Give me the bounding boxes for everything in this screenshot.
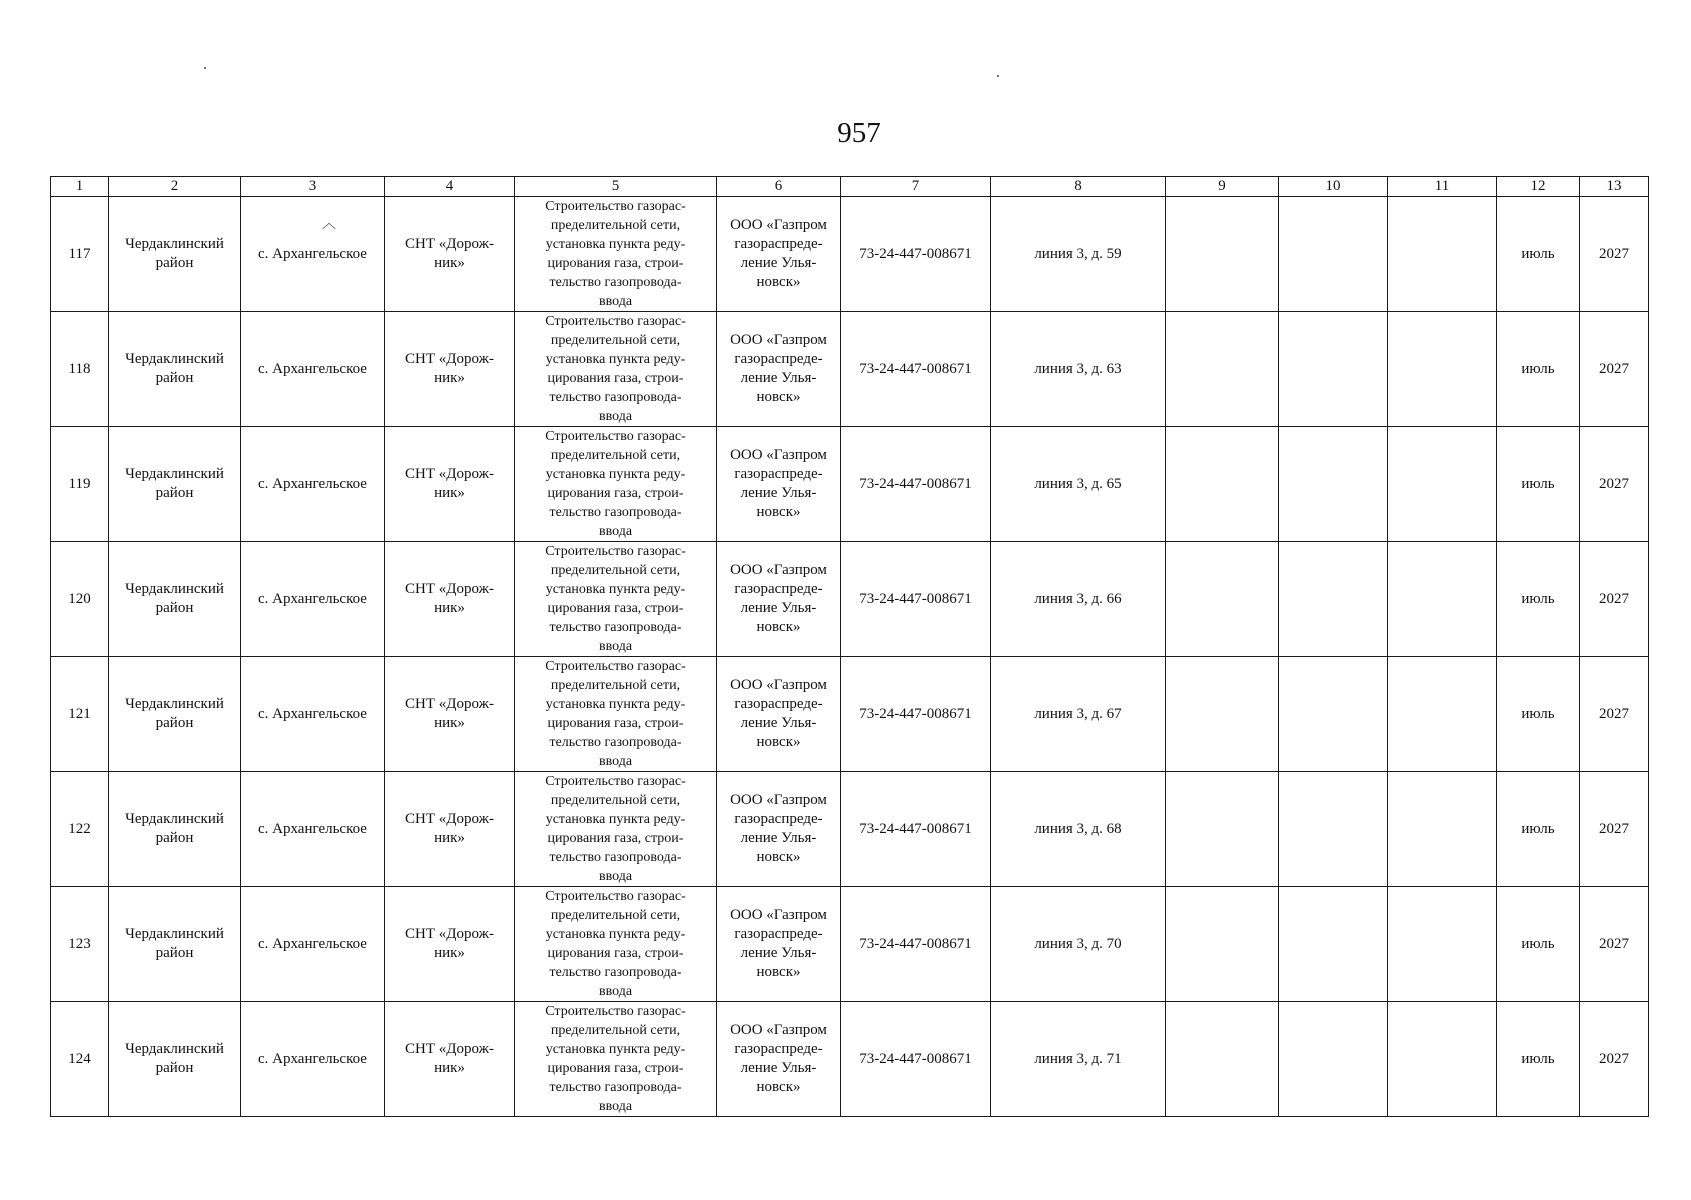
table-row: [51, 657, 1649, 772]
column-11-cell: [1388, 312, 1497, 427]
work-description-cell-line: Строительство газорас-: [545, 889, 686, 904]
table-row: [51, 427, 1649, 542]
organization-cell-line: газораспреде-: [734, 926, 823, 942]
work-description-cell-line: цирования газа, строи-: [547, 256, 684, 271]
table-row: [51, 312, 1649, 427]
year-cell: 2027: [1580, 312, 1649, 427]
snt-cell: [385, 772, 515, 887]
work-description-cell-line: ввода: [598, 524, 633, 539]
snt-cell-line: ник»: [434, 830, 465, 846]
column-11-cell: [1388, 1002, 1497, 1117]
work-description-cell: [515, 312, 717, 427]
organization-cell-line: ление Улья-: [740, 715, 817, 731]
work-description-cell-line: пределительной сети,: [550, 333, 681, 348]
snt-cell-line: СНТ «Дорож-: [405, 581, 494, 597]
organization-cell-line: ООО «Газпром: [730, 1022, 827, 1038]
snt-cell-line: СНТ «Дорож-: [405, 1041, 494, 1057]
cadastral-code-cell: 73-24-447-008671: [841, 657, 991, 772]
district-cell-line: район: [155, 1060, 194, 1076]
cadastral-code-cell: 73-24-447-008671: [841, 197, 991, 312]
month-cell: июль: [1497, 427, 1580, 542]
district-cell-line: Чердаклинский: [125, 581, 224, 597]
work-description-cell-line: установка пункта реду-: [545, 697, 686, 712]
row-number-cell: 121: [51, 657, 109, 772]
organization-cell: [717, 197, 841, 312]
column-header-8: 8: [991, 177, 1166, 197]
column-10-cell: [1279, 1002, 1388, 1117]
organization-cell-line: ление Улья-: [740, 945, 817, 961]
work-description-cell-line: ввода: [598, 1099, 633, 1114]
organization-cell-line: ООО «Газпром: [730, 907, 827, 923]
column-11-cell: [1388, 427, 1497, 542]
organization-cell: [717, 312, 841, 427]
work-description-cell-line: тельство газопровода-: [549, 1080, 682, 1095]
snt-cell-line: ник»: [434, 1060, 465, 1076]
district-cell: [109, 197, 241, 312]
work-description-cell-line: тельство газопровода-: [549, 505, 682, 520]
snt-cell: [385, 657, 515, 772]
organization-cell-line: ление Улья-: [740, 600, 817, 616]
work-description-cell-line: пределительной сети,: [550, 563, 681, 578]
month-cell: июль: [1497, 542, 1580, 657]
work-description-cell-line: Строительство газорас-: [545, 774, 686, 789]
column-10-cell: [1279, 312, 1388, 427]
district-cell: [109, 427, 241, 542]
address-cell: линия 3, д. 67: [991, 657, 1166, 772]
work-description-cell-line: тельство газопровода-: [549, 390, 682, 405]
work-description-cell-line: пределительной сети,: [550, 1023, 681, 1038]
address-cell: линия 3, д. 63: [991, 312, 1166, 427]
column-11-cell: [1388, 772, 1497, 887]
work-description-cell: [515, 197, 717, 312]
column-11-cell: [1388, 542, 1497, 657]
year-cell: 2027: [1580, 772, 1649, 887]
district-cell: [109, 772, 241, 887]
snt-cell-line: ник»: [434, 485, 465, 501]
organization-cell-line: ООО «Газпром: [730, 562, 827, 578]
work-description-cell: [515, 772, 717, 887]
month-cell: июль: [1497, 887, 1580, 1002]
organization-cell-line: новск»: [756, 734, 801, 750]
organization-cell: [717, 772, 841, 887]
organization-cell-line: ление Улья-: [740, 485, 817, 501]
column-9-cell: [1166, 197, 1279, 312]
snt-cell-line: СНТ «Дорож-: [405, 236, 494, 252]
year-cell: 2027: [1580, 427, 1649, 542]
work-description-cell-line: ввода: [598, 409, 633, 424]
column-9-cell: [1166, 657, 1279, 772]
organization-cell-line: новск»: [756, 389, 801, 405]
work-description-cell-line: установка пункта реду-: [545, 1042, 686, 1057]
organization-cell-line: новск»: [756, 964, 801, 980]
district-cell-line: Чердаклинский: [125, 351, 224, 367]
district-cell-line: район: [155, 715, 194, 731]
snt-cell-line: СНТ «Дорож-: [405, 466, 494, 482]
row-number-cell: 120: [51, 542, 109, 657]
month-cell: июль: [1497, 772, 1580, 887]
snt-cell: [385, 887, 515, 1002]
district-cell: [109, 657, 241, 772]
address-cell: линия 3, д. 65: [991, 427, 1166, 542]
column-10-cell: [1279, 427, 1388, 542]
address-cell: линия 3, д. 66: [991, 542, 1166, 657]
row-number-cell: 118: [51, 312, 109, 427]
cadastral-code-cell: 73-24-447-008671: [841, 887, 991, 1002]
district-cell-line: Чердаклинский: [125, 811, 224, 827]
work-description-cell-line: ввода: [598, 984, 633, 999]
column-header-3: 3: [241, 177, 385, 197]
snt-cell: [385, 427, 515, 542]
organization-cell-line: газораспреде-: [734, 351, 823, 367]
cadastral-code-cell: 73-24-447-008671: [841, 427, 991, 542]
district-cell: [109, 542, 241, 657]
work-description-cell-line: пределительной сети,: [550, 218, 681, 233]
column-header-2: 2: [109, 177, 241, 197]
table-row: [51, 542, 1649, 657]
organization-cell: [717, 887, 841, 1002]
table-row: [51, 887, 1649, 1002]
work-description-cell-line: Строительство газорас-: [545, 314, 686, 329]
month-cell: июль: [1497, 1002, 1580, 1117]
address-cell: линия 3, д. 59: [991, 197, 1166, 312]
column-header-7: 7: [841, 177, 991, 197]
organization-cell-line: газораспреде-: [734, 696, 823, 712]
table-row: [51, 197, 1649, 312]
district-cell-line: Чердаклинский: [125, 696, 224, 712]
organization-cell-line: ООО «Газпром: [730, 677, 827, 693]
row-number-cell: 122: [51, 772, 109, 887]
work-description-cell-line: цирования газа, строи-: [547, 831, 684, 846]
register-table: [50, 176, 1649, 1117]
table-row: [51, 1002, 1649, 1117]
column-header-5: 5: [515, 177, 717, 197]
month-cell: июль: [1497, 197, 1580, 312]
snt-cell-line: ник»: [434, 255, 465, 271]
work-description-cell-line: цирования газа, строи-: [547, 486, 684, 501]
organization-cell-line: новск»: [756, 504, 801, 520]
district-cell-line: Чердаклинский: [125, 236, 224, 252]
work-description-cell-line: Строительство газорас-: [545, 659, 686, 674]
organization-cell-line: ление Улья-: [740, 370, 817, 386]
organization-cell-line: газораспреде-: [734, 581, 823, 597]
district-cell: [109, 887, 241, 1002]
work-description-cell: [515, 542, 717, 657]
column-11-cell: [1388, 887, 1497, 1002]
snt-cell-line: СНТ «Дорож-: [405, 926, 494, 942]
work-description-cell-line: цирования газа, строи-: [547, 716, 684, 731]
cadastral-code-cell: 73-24-447-008671: [841, 1002, 991, 1117]
column-9-cell: [1166, 772, 1279, 887]
snt-cell-line: ник»: [434, 945, 465, 961]
year-cell: 2027: [1580, 197, 1649, 312]
column-10-cell: [1279, 197, 1388, 312]
organization-cell-line: газораспреде-: [734, 466, 823, 482]
work-description-cell-line: тельство газопровода-: [549, 275, 682, 290]
row-number-cell: 124: [51, 1002, 109, 1117]
organization-cell-line: ление Улья-: [740, 255, 817, 271]
district-cell-line: Чердаклинский: [125, 926, 224, 942]
district-cell-line: район: [155, 485, 194, 501]
organization-cell-line: газораспреде-: [734, 1041, 823, 1057]
snt-cell-line: ник»: [434, 715, 465, 731]
work-description-cell-line: пределительной сети,: [550, 678, 681, 693]
column-9-cell: [1166, 312, 1279, 427]
work-description-cell: [515, 427, 717, 542]
settlement-cell: с. Архангельское: [241, 1002, 385, 1117]
work-description-cell-line: установка пункта реду-: [545, 237, 686, 252]
organization-cell: [717, 542, 841, 657]
work-description-cell-line: тельство газопровода-: [549, 620, 682, 635]
work-description-cell: [515, 1002, 717, 1117]
organization-cell-line: новск»: [756, 1079, 801, 1095]
work-description-cell-line: ввода: [598, 754, 633, 769]
year-cell: 2027: [1580, 1002, 1649, 1117]
settlement-cell: с. Архангельское: [241, 772, 385, 887]
work-description-cell-line: Строительство газорас-: [545, 1004, 686, 1019]
column-10-cell: [1279, 887, 1388, 1002]
work-description-cell-line: тельство газопровода-: [549, 735, 682, 750]
address-cell: линия 3, д. 71: [991, 1002, 1166, 1117]
scan-speck-right: [997, 75, 999, 77]
column-9-cell: [1166, 1002, 1279, 1117]
work-description-cell-line: пределительной сети,: [550, 448, 681, 463]
work-description-cell-line: пределительной сети,: [550, 908, 681, 923]
column-11-cell: [1388, 197, 1497, 312]
work-description-cell-line: Строительство газорас-: [545, 429, 686, 444]
column-10-cell: [1279, 542, 1388, 657]
row-number-cell: 117: [51, 197, 109, 312]
snt-cell: [385, 312, 515, 427]
settlement-cell: с. Архангельское: [241, 657, 385, 772]
organization-cell-line: ление Улья-: [740, 1060, 817, 1076]
column-11-cell: [1388, 657, 1497, 772]
settlement-cell: с. Архангельское: [241, 197, 385, 312]
organization-cell-line: новск»: [756, 274, 801, 290]
work-description-cell: [515, 657, 717, 772]
cadastral-code-cell: 73-24-447-008671: [841, 312, 991, 427]
handwritten-caret-mark: ︿: [322, 217, 336, 232]
column-9-cell: [1166, 887, 1279, 1002]
work-description-cell-line: пределительной сети,: [550, 793, 681, 808]
district-cell-line: район: [155, 830, 194, 846]
column-header-11: 11: [1388, 177, 1497, 197]
row-number-cell: 119: [51, 427, 109, 542]
snt-cell: [385, 1002, 515, 1117]
organization-cell-line: газораспреде-: [734, 811, 823, 827]
organization-cell-line: ООО «Газпром: [730, 447, 827, 463]
address-cell: линия 3, д. 68: [991, 772, 1166, 887]
work-description-cell-line: Строительство газорас-: [545, 199, 686, 214]
organization-cell-line: газораспреде-: [734, 236, 823, 252]
row-number-cell: 123: [51, 887, 109, 1002]
organization-cell-line: новск»: [756, 619, 801, 635]
snt-cell-line: СНТ «Дорож-: [405, 811, 494, 827]
work-description-cell-line: тельство газопровода-: [549, 965, 682, 980]
snt-cell: [385, 197, 515, 312]
column-9-cell: [1166, 427, 1279, 542]
district-cell-line: район: [155, 600, 194, 616]
table-row: [51, 772, 1649, 887]
work-description-cell-line: установка пункта реду-: [545, 927, 686, 942]
snt-cell-line: СНТ «Дорож-: [405, 351, 494, 367]
work-description-cell-line: ввода: [598, 869, 633, 884]
header-row: [51, 177, 1649, 197]
district-cell-line: район: [155, 370, 194, 386]
work-description-cell-line: тельство газопровода-: [549, 850, 682, 865]
year-cell: 2027: [1580, 887, 1649, 1002]
column-header-10: 10: [1279, 177, 1388, 197]
cadastral-code-cell: 73-24-447-008671: [841, 772, 991, 887]
scan-speck-left: [204, 67, 206, 69]
column-10-cell: [1279, 772, 1388, 887]
organization-cell: [717, 657, 841, 772]
column-header-1: 1: [51, 177, 109, 197]
settlement-cell: с. Архангельское: [241, 887, 385, 1002]
organization-cell-line: ООО «Газпром: [730, 217, 827, 233]
work-description-cell-line: Строительство газорас-: [545, 544, 686, 559]
settlement-cell: с. Архангельское: [241, 312, 385, 427]
work-description-cell-line: ввода: [598, 639, 633, 654]
column-header-6: 6: [717, 177, 841, 197]
district-cell: [109, 312, 241, 427]
snt-cell-line: ник»: [434, 370, 465, 386]
work-description-cell-line: цирования газа, строи-: [547, 601, 684, 616]
column-9-cell: [1166, 542, 1279, 657]
organization-cell-line: ООО «Газпром: [730, 332, 827, 348]
district-cell-line: Чердаклинский: [125, 466, 224, 482]
work-description-cell-line: ввода: [598, 294, 633, 309]
settlement-cell: с. Архангельское: [241, 542, 385, 657]
organization-cell: [717, 427, 841, 542]
work-description-cell-line: цирования газа, строи-: [547, 946, 684, 961]
district-cell-line: район: [155, 255, 194, 271]
organization-cell-line: ООО «Газпром: [730, 792, 827, 808]
column-header-12: 12: [1497, 177, 1580, 197]
snt-cell-line: СНТ «Дорож-: [405, 696, 494, 712]
district-cell: [109, 1002, 241, 1117]
address-cell: линия 3, д. 70: [991, 887, 1166, 1002]
organization-cell-line: новск»: [756, 849, 801, 865]
organization-cell: [717, 1002, 841, 1117]
work-description-cell-line: цирования газа, строи-: [547, 1061, 684, 1076]
cadastral-code-cell: 73-24-447-008671: [841, 542, 991, 657]
year-cell: 2027: [1580, 542, 1649, 657]
month-cell: июль: [1497, 312, 1580, 427]
column-10-cell: [1279, 657, 1388, 772]
district-cell-line: Чердаклинский: [125, 1041, 224, 1057]
column-header-9: 9: [1166, 177, 1279, 197]
work-description-cell-line: установка пункта реду-: [545, 352, 686, 367]
organization-cell-line: ление Улья-: [740, 830, 817, 846]
month-cell: июль: [1497, 657, 1580, 772]
settlement-cell: с. Архангельское: [241, 427, 385, 542]
work-description-cell: [515, 887, 717, 1002]
work-description-cell-line: установка пункта реду-: [545, 467, 686, 482]
snt-cell-line: ник»: [434, 600, 465, 616]
column-header-4: 4: [385, 177, 515, 197]
work-description-cell-line: установка пункта реду-: [545, 812, 686, 827]
snt-cell: [385, 542, 515, 657]
page-number: 957: [837, 117, 881, 149]
year-cell: 2027: [1580, 657, 1649, 772]
column-header-13: 13: [1580, 177, 1649, 197]
table-body: [51, 197, 1649, 1117]
work-description-cell-line: установка пункта реду-: [545, 582, 686, 597]
work-description-cell-line: цирования газа, строи-: [547, 371, 684, 386]
district-cell-line: район: [155, 945, 194, 961]
